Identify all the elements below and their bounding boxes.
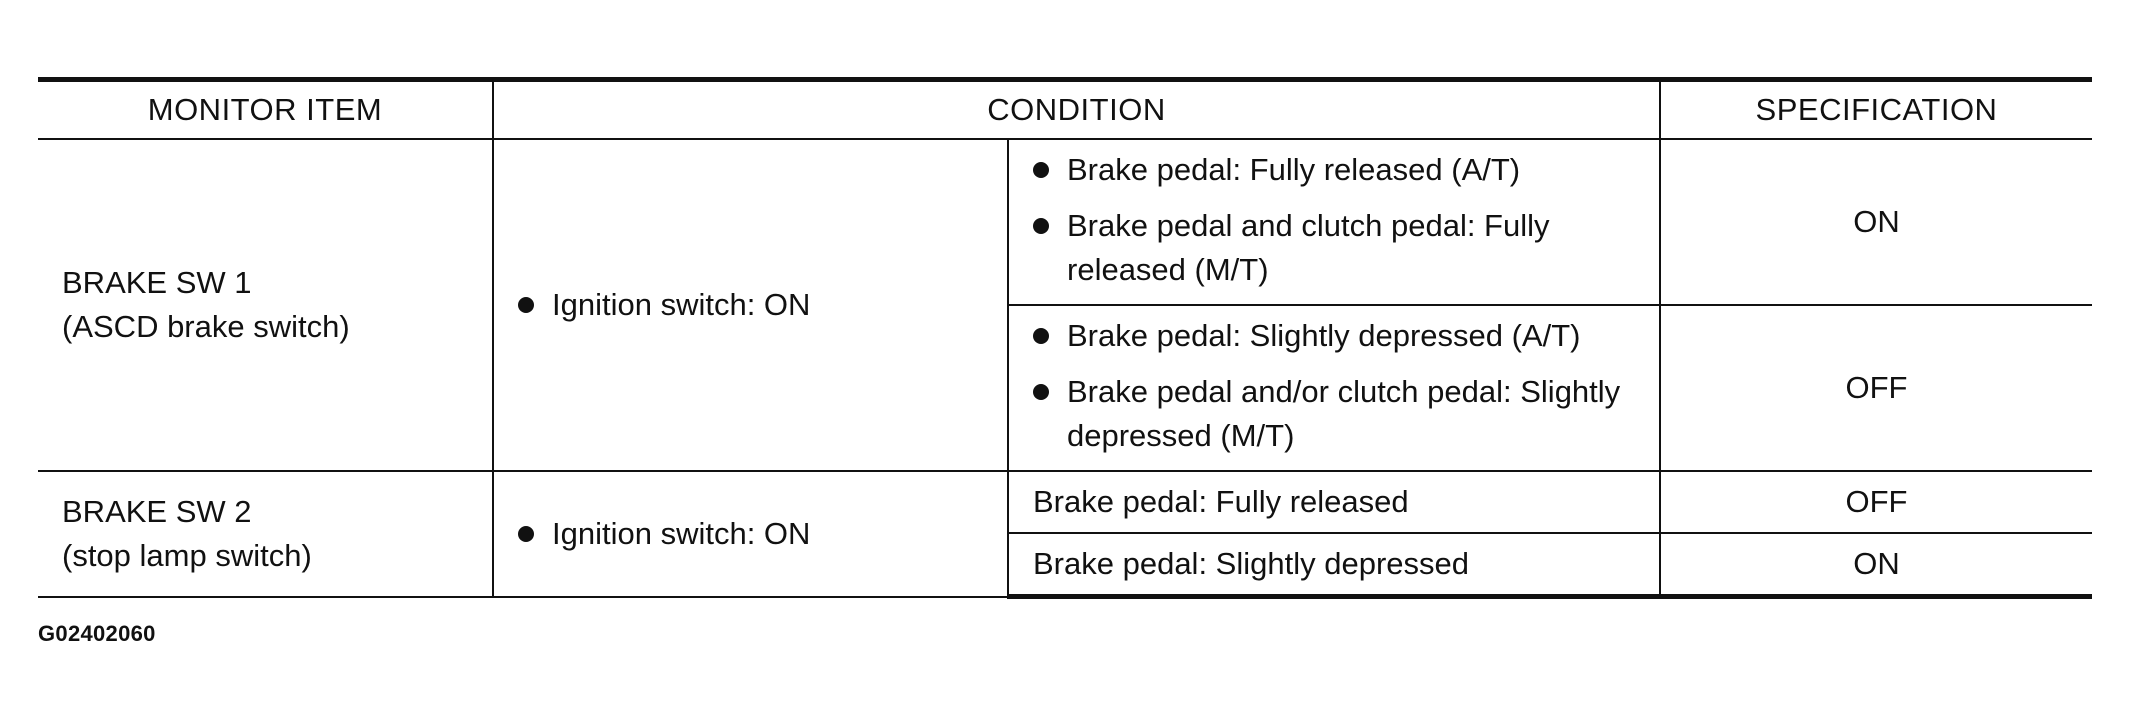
bullet-icon: [1033, 218, 1049, 234]
sub-condition-cell: Brake pedal: Fully released: [1008, 471, 1660, 533]
monitor-item-name: BRAKE SW 2: [62, 493, 252, 529]
monitor-item-description: (ASCD brake switch): [62, 309, 350, 344]
sub-condition-text: Brake pedal: Slightly depressed (A/T): [1067, 318, 1581, 353]
condition-cell: [493, 471, 1008, 597]
specification-cell: OFF: [1660, 471, 2092, 533]
sub-condition-cell: [1008, 305, 1660, 471]
header-condition: CONDITION: [493, 80, 1660, 140]
monitor-item-cell: [38, 471, 493, 597]
bullet-icon: [1033, 162, 1049, 178]
sub-condition-item: [1033, 148, 1639, 192]
spec-table: [38, 77, 2092, 599]
specification-cell: ON: [1660, 533, 2092, 597]
condition-text: Ignition switch: ON: [552, 515, 811, 551]
condition-text: Ignition switch: ON: [552, 287, 811, 322]
condition-item: [518, 512, 1007, 556]
sub-condition-text: Brake pedal and clutch pedal: Fully released (M/T): [1067, 208, 1550, 287]
bullet-icon: [1033, 384, 1049, 400]
table-row: [38, 471, 2092, 533]
bullet-icon: [518, 297, 534, 313]
header-row: [38, 80, 2092, 140]
sub-condition-text: Brake pedal: Fully released (A/T): [1067, 152, 1521, 187]
header-monitor-item: MONITOR ITEM: [38, 80, 493, 140]
monitor-item-cell: [38, 139, 493, 471]
sub-condition-item: [1033, 370, 1639, 458]
monitor-item-description: (stop lamp switch): [62, 537, 312, 573]
sub-condition-text: Brake pedal and/or clutch pedal: Slightly depressed (M/T): [1067, 374, 1621, 453]
sub-condition-item: [1033, 204, 1639, 292]
figure-code: G02402060: [38, 621, 156, 646]
condition-cell: [493, 139, 1008, 471]
specification-cell: ON: [1660, 139, 2092, 305]
bullet-icon: [1033, 328, 1049, 344]
bullet-icon: [518, 526, 534, 542]
condition-item: [518, 283, 1007, 327]
sub-condition-cell: [1008, 139, 1660, 305]
table-row: [38, 139, 2092, 305]
monitor-item-name: BRAKE SW 1: [62, 265, 252, 300]
sub-condition-cell: Brake pedal: Slightly depressed: [1008, 533, 1660, 597]
specification-cell: OFF: [1660, 305, 2092, 471]
sub-condition-item: [1033, 314, 1639, 358]
header-specification: SPECIFICATION: [1660, 80, 2092, 140]
